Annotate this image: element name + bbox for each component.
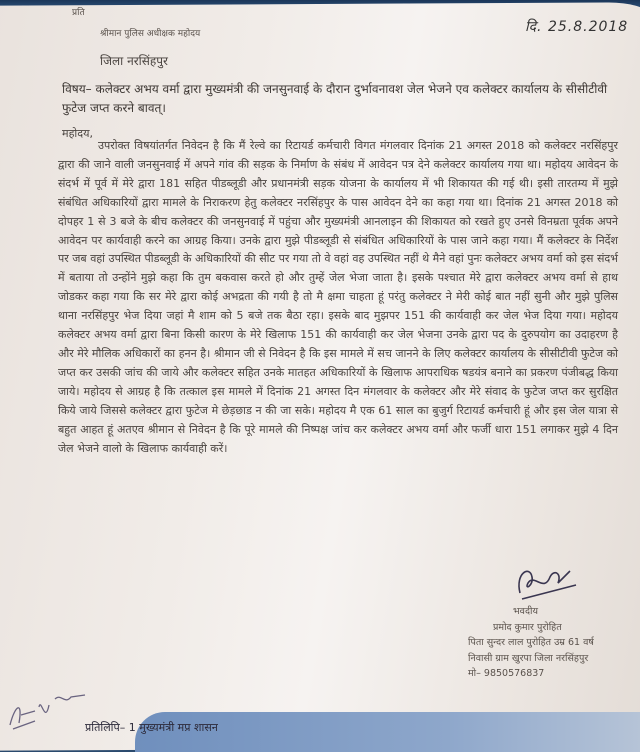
letter-body: उपरोक्त विषयांतर्गत निवेदन है कि मैं रेल्वे का रिटायर्ड कर्मचारी विगत मंगलवार दिनांक 21 अगस्त 2018 को कलेक्टर नरसिंहपुर द्वारा की जाने वाली जनसुनवाई में अपने गांव की सड़क के निर्माण के संबंध में आवेदन पत्र देने कलेक्टर कार्यालय गया था। महोदय आवेदन के संदर्भ में पूर्व में मेरे द्वारा 181 सहित पीडब्लूडी और प्रधानमंत्री सड़क योजना के कार्यालय में भी शिकायत की गई थी। इसी तारतम्य में मुझे संबंधित अधिकारियों द्वारा मामले के निराकरण हेतु कलेक्टर नरसिंहपुर के पास आवेदन देने का कहा गया था। दिनांक 21 अगस्त 2018 को दोपहर 1 से 3 बजे के बीच कलेक्टर की जनसुनवाई में पहुंचा और मुख्यमंत्री आनलाइन की शिकायत को रखते हुए उनसे विनम्रता पूर्वक अपने आवेदन पर कार्यवाही करने का आग्रह किया। उनके द्वारा मुझे पीडब्लूडी से संबंधित अधिकारियों के पास जाने कहा गया। मैं कलेक्टर के निर्देश पर जब वहां उपस्थित पीडब्लूडी के अधिकारियों की सीट पर गया तो वे वहां वह उपस्थित नहीं थे मैने वहां पुनः कलेक्टर अभय वर्मा को इस संदर्भ में बताया तो उन्होंने मुझे कहा कि तुम बकवास करते हो और तुम्हें जेल भेजा जाता है। इसके पश्चात मेरे द्वारा कलेक्टर अभय वर्मा से हाथ जोडकर कहा गया कि सर मेरे द्वारा कोई अभद्रता की गयी है तो मै क्षमा चाहता हूं परंतु कलेक्टर ने मेरी कोई बात नहीं सुनी और मुझे पुलिस थाना नरसिंहपुर भेज दिया जहां मै शाम को 5 बजे तक बैठा रहा। इसके बाद मुझपर 151 की कार्यवाही कर जेल भेज दिया गया। महोदय कलेक्टर अभय वर्मा द्वारा बिना किसी कारण के मेरे खिलाफ 151 की कार्यवाही कर जेल भेजना उनके द्वारा पद के दुरुपयोग का उदाहरण है और मेरे मौलिक अधिकारों का हनन है। श्रीमान जी से निवेदन है कि इस मामले में सच जानने के लिए कलेक्टर कार्यालय के सीसीटीवी फुटेज को जप्त कर उसकी जांच की जाये और कलेक्टर सहित उनके मातहत अधिकारियों के खिलाफ आपराधिक षडयंत्र बनाने का प्रकरण पंजीबद्ध किया जाये। महोदय से आग्रह है कि तत्काल इस मामले में दिनांक 21 अगस्त दिन मंगलवार के कलेक्टर और मेरे संवाद के फुटेज जप्त कर सुरक्षित किये जाये जिससे कलेक्टर द्वारा फुटेज मे छेड़छाड न की जा सके। महोदय मै एक 61 साल का बुजुर्ग रिटायर्ड कर्मचारी हूं और इस जेल यात्रा से बहुत आहत हूं अतएव श्रीमान से निवेदन है कि पूरे मामले की निष्पक्ष जांच कर कलेक्टर अभय वर्मा और फर्जी धारा 151 लगाकर मुझे 4 दिन जेल भेजने वालो के खिलाफ कार्यवाही करें। (58, 139, 618, 455)
addressee-title: श्रीमान पुलिस अधीक्षक महोदय (100, 29, 201, 39)
letter-date: दि. 25.8.2018 (525, 19, 629, 35)
sender-address: निवासी ग्राम खुरपा जिला नरसिंहपुर (468, 652, 589, 664)
addressee-district: जिला नरसिंहपुर (100, 54, 168, 68)
closing: भवदीय (513, 606, 538, 617)
signature-mark (510, 563, 580, 603)
copy-note: प्रतिलिपि– 1 मुख्यमंत्री मप्र शासन (85, 721, 218, 734)
letter-subject: विषय– कलेक्टर अभय वर्मा द्वारा मुख्यमंत्री की जनसुनवाई के दौरान दुर्भावनावश जेल भेजने एव कलेक्टर कार्यालय के सीसीटीवी फुटेज जप्त करने बावत्। (62, 82, 608, 115)
sender-name: प्रमोद कुमार पुरोहित (493, 621, 562, 633)
sender-mobile: मो– 9850576837 (468, 668, 545, 679)
salutation: महोदय, (62, 127, 93, 140)
sender-father: पिता सुन्दर लाल पुरोहित उम्र 61 वर्ष (468, 637, 594, 648)
signature-block (468, 604, 640, 682)
addressee-prefix: प्रति (72, 8, 85, 18)
